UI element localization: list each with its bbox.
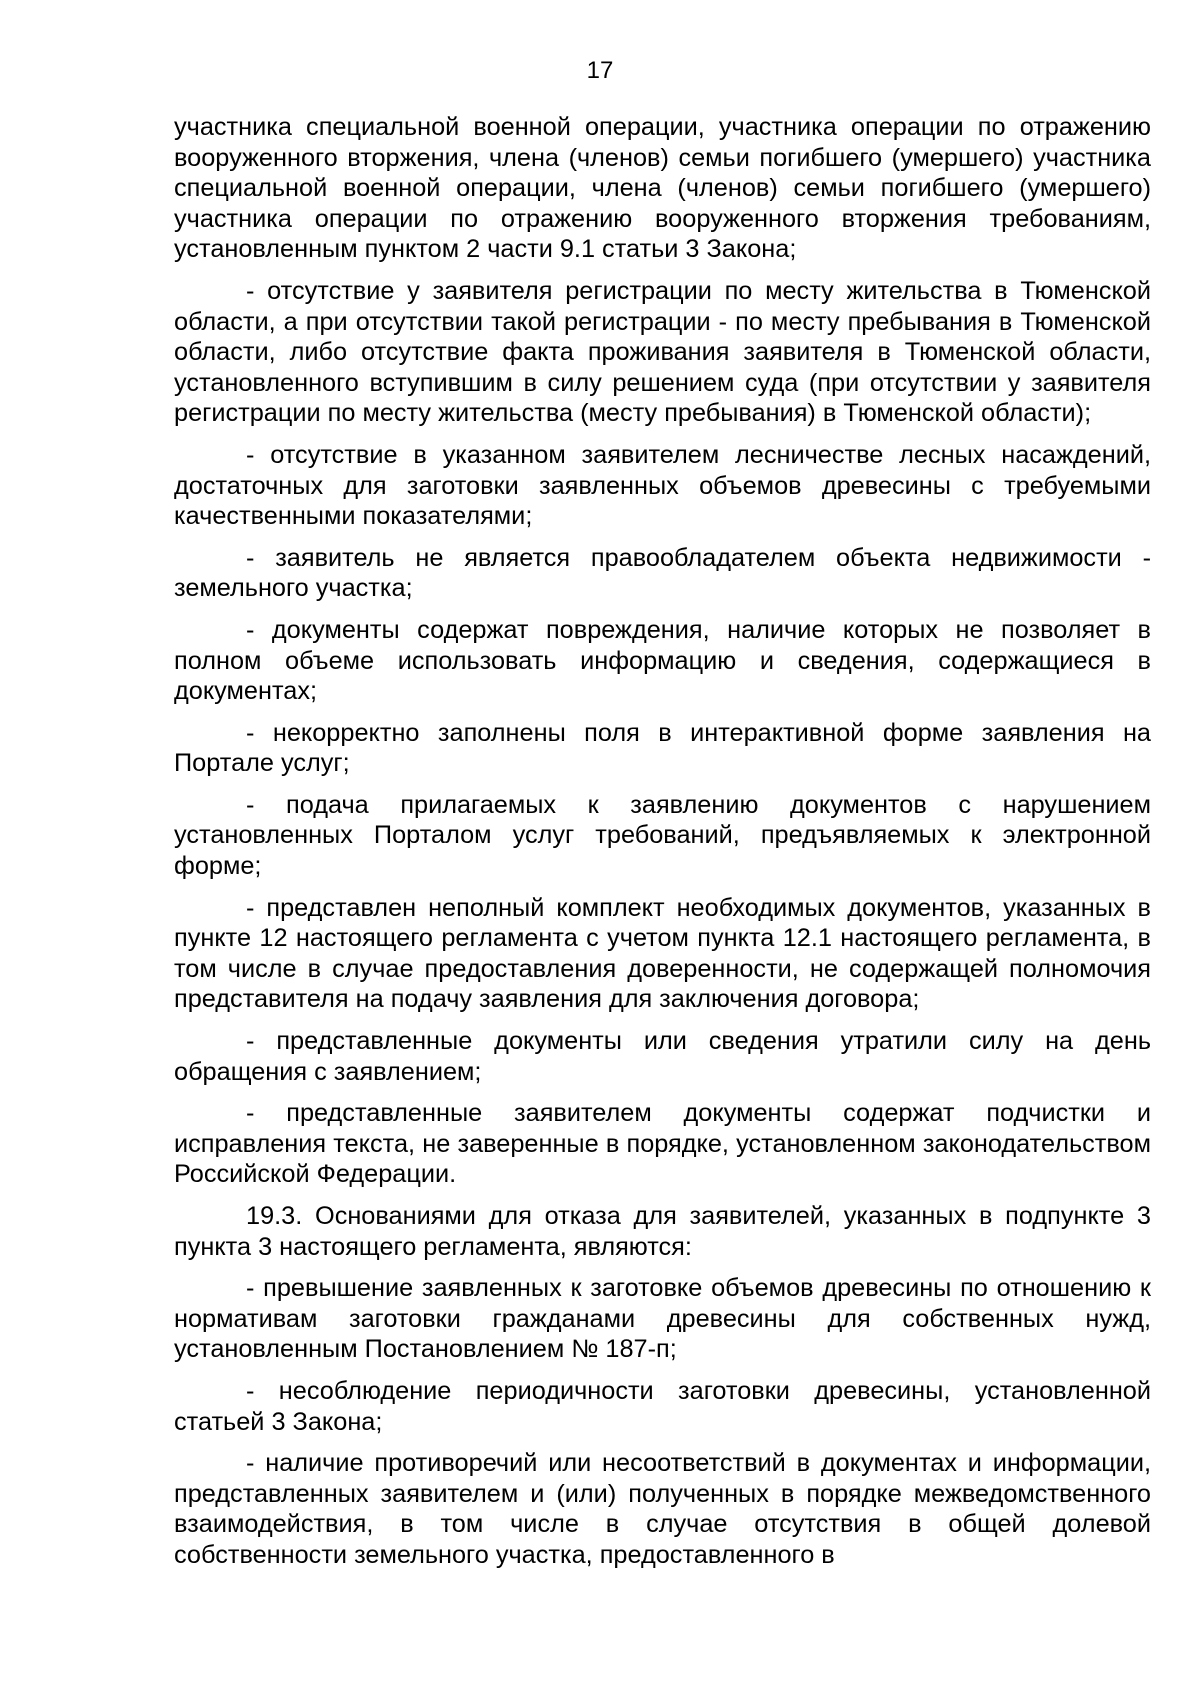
- paragraph-incomplete-set: - представлен неполный комплект необходимых документов, указанных в пункте 12 настоящего регламента с учетом пункта 12.1 настоящего регламента, в том числе в случае предоставления доверенности, не содержащей полномочия представителя на подачу заявления для заключения договора;: [174, 893, 1151, 1014]
- paragraph-erasures: - представленные заявителем документы содержат подчистки и исправления текста, не заверенные в порядке, установленном законодательством Российской Федерации.: [174, 1099, 1151, 1189]
- paragraph-expired-documents: - представленные документы или сведения утратили силу на день обращения с заявлением;: [174, 1027, 1151, 1086]
- paragraph-periodicity: - несоблюдение периодичности заготовки древесины, установленной статьей 3 Закона;: [174, 1376, 1151, 1436]
- paragraph-continuation: участника специальной военной операции, участника операции по отражению вооруженного вторжения, члена (членов) семьи погибшего (умершего) участника специальной военной операции, члена (членов) семьи погибшего (умершего) участника операции по отражению вооруженного вторжения требованиям, установленным пунктом 2 части 9.1 статьи 3 Закона;: [174, 113, 1151, 264]
- paragraph-section-19-3: 19.3. Основаниями для отказа для заявителей, указанных в подпункте 3 пункта 3 настоящего регламента, являются:: [174, 1202, 1151, 1261]
- document-body: [174, 112, 1151, 1582]
- paragraph-incorrect-fields: - некорректно заполнены поля в интерактивной форме заявления на Портале услуг;: [174, 718, 1151, 778]
- paragraph-excess-volume: - превышение заявленных к заготовке объемов древесины по отношению к нормативам заготовки гражданами древесины для собственных нужд, установленным Постановлением № 187-п;: [174, 1274, 1151, 1364]
- paragraph-no-forest: - отсутствие в указанном заявителем лесничестве лесных насаждений, достаточных для заготовки заявленных объемов древесины с требуемыми качественными показателями;: [174, 440, 1151, 531]
- paragraph-contradictions: - наличие противоречий или несоответствий в документах и информации, представленных заявителем и (или) полученных в порядке межведомственного взаимодействия, в том числе в случае отсутствия в общей долевой собственности земельного участка, предоставленного в: [174, 1449, 1151, 1569]
- paragraph-not-rightholder: - заявитель не является правообладателем объекта недвижимости - земельного участка;: [174, 543, 1151, 603]
- paragraph-no-registration: - отсутствие у заявителя регистрации по месту жительства в Тюменской области, а при отсутствии такой регистрации - по месту пребывания в Тюменской области, либо отсутствие факта проживания заявителя в Тюменской области, установленного вступившим в силу решением суда (при отсутствии у заявителя регистрации по месту жительства (месту пребывания) в Тюменской области);: [174, 276, 1151, 428]
- page-number: 17: [586, 57, 614, 84]
- paragraph-damaged-documents: - документы содержат повреждения, наличие которых не позволяет в полном объеме использовать информацию и сведения, содержащиеся в документах;: [174, 615, 1151, 706]
- paragraph-portal-requirements: - подача прилагаемых к заявлению документов с нарушением установленных Порталом услуг требований, предъявляемых к электронной форме;: [174, 790, 1151, 881]
